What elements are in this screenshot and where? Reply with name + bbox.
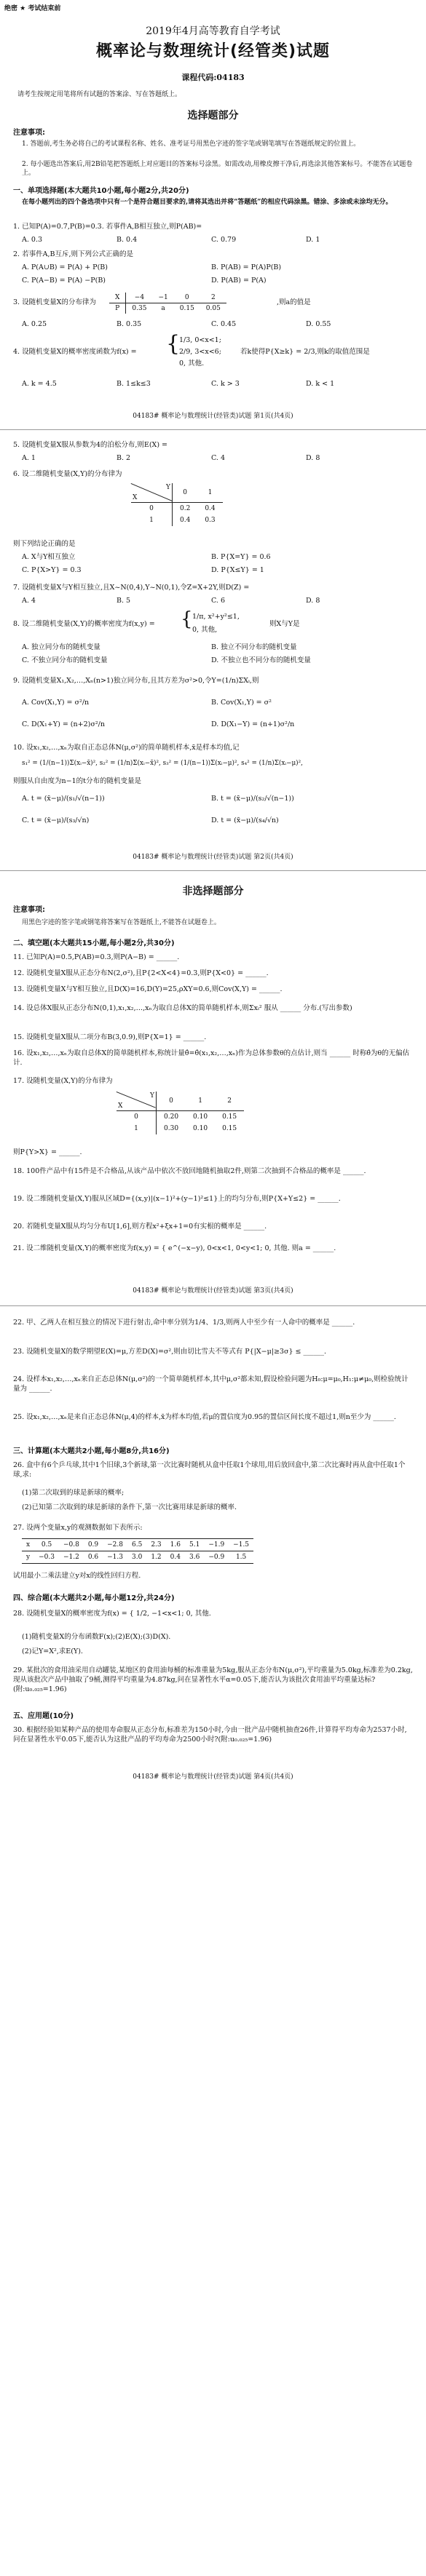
question-14: 14. 设总体X服从正态分布N(0,1),x₁,x₂,…,xₙ为取自总体X的简单随机样本,则Σxᵢ² 服从 ______ 分布.(写出参数)	[13, 1004, 352, 1012]
q17-cell: 0.15	[222, 1113, 237, 1121]
q1-option-d: D. 1	[306, 236, 320, 244]
question-2: 2. 若事件A,B互斥,则下列公式正确的是	[13, 250, 133, 258]
question-17: 17. 设随机变量(X,Y)的分布律为	[13, 1077, 113, 1085]
q27-cell: −1.9	[204, 1539, 229, 1551]
question-10: 10. 设x₁,x₂,…,xₙ为取自正态总体N(μ,σ²)的简单随机样本,x̄是样本均值,记	[13, 744, 240, 752]
q3-cell: P	[109, 303, 126, 314]
question-8: 8. 设二维随机变量(X,Y)的概率密度为f(x,y) =	[13, 620, 155, 628]
q9-option-b: B. Cov(X₁,Y) = σ²	[211, 699, 272, 707]
q27-cell: 3.6	[185, 1551, 204, 1564]
q17-col-header: 1	[186, 1092, 215, 1111]
section3-title: 三、计算题(本大题共2小题,每小题8分,共16分)	[13, 1447, 170, 1455]
q8-option-c: C. 不独立同分布的随机变量	[22, 656, 108, 664]
q3-cell: 0.15	[179, 305, 194, 313]
q17-cell: 0.30	[164, 1125, 179, 1133]
secret-label: 绝密 ★ 考试结束前	[4, 5, 61, 12]
q3-cell: −1	[152, 293, 173, 303]
q10-option-d: D. t = (x̄−μ)/(s₄/√n)	[211, 816, 279, 824]
q9-option-d: D. D(X₁−Y) = (n+1)σ²/n	[211, 720, 295, 728]
question-11: 11. 已知P(A)=0.5,P(AB)=0.3,则P(A−B) = ______.	[13, 953, 180, 961]
q8-brace: {	[181, 608, 193, 630]
q6-row-header: 1	[131, 514, 173, 526]
q27-cell: 0.4	[166, 1551, 185, 1564]
q6-option-a: A. X与Y相互独立	[22, 553, 76, 561]
q6-option-d: D. P{X≤Y} = 1	[211, 566, 264, 574]
question-4: 4. 设随机变量X的概率密度函数为f(x) =	[13, 348, 137, 356]
section5-title: 五、应用题(10分)	[13, 1712, 74, 1720]
q27-cell: 0.5	[34, 1539, 59, 1551]
q1-option-b: B. 0.4	[117, 236, 138, 244]
q4-option-d: D. k < 1	[306, 380, 335, 388]
q6-col-header: 1	[197, 483, 222, 503]
part1-note-2: 2. 每小题选出答案后,用2B铅笔把答题纸上对应题目的答案标号涂黑。如需改动,用橡皮擦干净后,再选涂其他答案标号。不能答在试题卷上。	[22, 161, 413, 178]
page-footer-2: 04183# 概率论与数理统计(经管类)试题 第2页(共4页)	[133, 854, 293, 861]
q17-col-header: 0	[157, 1092, 186, 1111]
page-divider	[0, 1305, 426, 1306]
q27-cell: −1.5	[229, 1539, 253, 1551]
exam-date: 2019年4月高等教育自学考试	[146, 25, 280, 37]
question-5: 5. 设随机变量X服从参数为4的泊松分布,则E(X) =	[13, 441, 168, 449]
question-29: 29. 某批次的食用油采用自动罐装,某地区的食用油每桶的标准重量为5kg,服从正态分布N(μ,σ²),平均重量为5.0kg,标准差为0.2kg,现从该批次产品中抽取了9桶,测得平均重量为4.87kg,问在显著性水平α=0.05下,能否认为该批次食用油平均重量达标?(附:u₀.₀₂₅=1.96)	[13, 1666, 413, 1693]
q6-after: 则下列结论正确的是	[13, 540, 76, 548]
q7-option-b: B. 5	[117, 597, 131, 605]
q9-option-c: C. D(X₁+Y) = (n+2)σ²/n	[22, 720, 105, 728]
q4-case-3: 0, 其他.	[179, 359, 205, 367]
q6-option-c: C. P{X>Y} = 0.3	[22, 566, 82, 574]
q6-cell: 0.2	[180, 505, 191, 512]
q28-part-2: (2)记Y=X²,求E(Y).	[22, 1647, 83, 1655]
question-13: 13. 设随机变量X与Y相互独立,且D(X)=16,D(Y)=25,ρXY=0.6,则Cov(X,Y) = ______.	[13, 985, 283, 993]
q7-option-a: A. 4	[22, 597, 36, 605]
q8-option-b: B. 独立不同分布的随机变量	[211, 643, 297, 651]
q5-option-d: D. 8	[306, 454, 320, 462]
q3-cell: X	[109, 293, 126, 303]
q1-option-a: A. 0.3	[22, 236, 43, 244]
q6-joint-table	[131, 483, 223, 526]
part1-heading: 选择题部分	[187, 110, 239, 122]
q27-cell: −0.3	[34, 1551, 59, 1564]
section1-desc: 在每小题列出的四个备选项中只有一个是符合题目要求的,请将其选出并将“答题纸”的相应代码涂黑。错涂、多涂或未涂均无分。	[22, 199, 393, 206]
section4-title: 四、综合题(本大题共2小题,每小题12分,共24分)	[13, 1594, 175, 1602]
q10-prompt: 则服从自由度为n−1的t分布的随机变量是	[13, 777, 141, 785]
q6-col-header: 0	[173, 483, 198, 503]
q27-cell: x	[22, 1539, 34, 1551]
q26-part-2: (2)已知第二次取到的球是新球的条件下,第一次比赛用球是新球的概率.	[22, 1503, 237, 1511]
page-footer-3: 04183# 概率论与数理统计(经管类)试题 第3页(共4页)	[133, 1287, 293, 1295]
q3-tail: ,则a的值是	[277, 298, 311, 306]
question-30: 30. 根据经验知某种产品的使用寿命服从正态分布,标准差为150小时,今由一批产品中随机抽查26件,计算得平均寿命为2537小时,问在显著性水平0.05下,能否认为这批产品的平均寿命为2500小时?(附:u₀.₀₂₅=1.96)	[13, 1726, 407, 1744]
q17-cell: 0.20	[164, 1113, 179, 1121]
q3-option-a: A. 0.25	[22, 320, 47, 328]
q4-case-1: 1/3, 0<x<1;	[179, 336, 221, 344]
q27-cell: 5.1	[185, 1539, 204, 1551]
q8-option-d: D. 不独立也不同分布的随机变量	[211, 656, 311, 664]
q27-cell: −0.8	[59, 1539, 84, 1551]
question-19: 19. 设二维随机变量(X,Y)服从区域D={(x,y)|(x−1)²+(y−1)²≤1}上的均匀分布,则P{X+Y≤2} = ______.	[13, 1195, 341, 1203]
q10-option-b: B. t = (x̄−μ)/(s₂/√(n−1))	[211, 795, 294, 803]
question-18: 18. 100件产品中有15件是不合格品,从该产品中依次不放回地随机抽取2件,则第二次抽到不合格品的概率是 ______.	[13, 1167, 366, 1175]
q3-option-d: D. 0.55	[306, 320, 331, 328]
question-15: 15. 设随机变量X服从二项分布B(3,0.9),则P{X=1} = ______.	[13, 1033, 207, 1041]
q3-cell: a	[161, 305, 165, 313]
part2-note: 用黑色字迹的签字笔或钢笔将答案写在答题纸上,不能答在试题卷上。	[22, 919, 221, 926]
q3-option-c: C. 0.45	[211, 320, 237, 328]
q2-option-c: C. P(A−B) = P(A) −P(B)	[22, 277, 106, 285]
question-1: 1. 已知P(A)=0.7,P(B)=0.3. 若事件A,B相互独立,则P(AB)=	[13, 223, 202, 231]
question-12: 12. 设随机变量X服从正态分布N(2,σ²),且P{2<X<4}=0.3,则P{X<0} = ______.	[13, 969, 269, 977]
q4-option-b: B. 1≤k≤3	[117, 380, 151, 388]
q27-cell: 0.6	[84, 1551, 103, 1564]
q3-cell: 0.35	[132, 305, 147, 313]
page-footer-4: 04183# 概率论与数理统计(经管类)试题 第4页(共4页)	[133, 1773, 293, 1781]
q10-option-c: C. t = (x̄−μ)/(s₃/√n)	[22, 816, 90, 824]
q27-cell: −2.8	[103, 1539, 127, 1551]
q17-x-label: X	[118, 1102, 123, 1110]
q2-option-b: B. P(AB) = P(A)P(B)	[211, 263, 282, 271]
q3-cell: 0	[174, 293, 200, 303]
q27-cell: 1.2	[146, 1551, 165, 1564]
q1-option-c: C. 0.79	[211, 236, 237, 244]
q3-cell: −4	[126, 293, 153, 303]
q17-row-header: 1	[117, 1123, 157, 1134]
q27-cell: −1.2	[59, 1551, 84, 1564]
answer-notice: 请考生按规定用笔将所有试题的答案涂、写在答题纸上。	[17, 91, 182, 98]
question-22: 22. 甲、乙两人在相互独立的情况下进行射击,命中率分别为1/4、1/3,则两人中至少有一人命中的概率是 ______.	[13, 1319, 355, 1327]
q6-cell: 0.3	[205, 517, 216, 525]
question-6: 6. 设二维随机变量(X,Y)的分布律为	[13, 470, 122, 478]
q5-option-a: A. 1	[22, 454, 36, 462]
q3-cell: 0.05	[205, 305, 221, 313]
q27-cell: 1.5	[229, 1551, 253, 1564]
q28-part-1: (1)随机变量X的分布函数F(x);(2)E(X);(3)D(X).	[22, 1633, 171, 1641]
q4-brace: {	[166, 331, 181, 357]
q8-case-1: 1/π, x²+y²≤1,	[192, 613, 240, 621]
question-26: 26. 盒中有6个乒乓球,其中1个旧球,3个新球,第一次比赛时随机从盒中任取1个球用,用后放回盒中,第二次比赛时再从盒中任取1个球,求:	[13, 1461, 406, 1479]
q3-distribution-table	[109, 293, 226, 314]
part1-notes-title: 注意事项:	[13, 129, 45, 137]
q4-option-c: C. k > 3	[211, 380, 240, 388]
q4-case-2: 2/9, 3<x<6;	[179, 348, 221, 356]
q6-option-b: B. P{X=Y} = 0.6	[211, 553, 271, 561]
q17-y-label: Y	[150, 1092, 154, 1100]
question-25: 25. 设x₁,x₂,…,xₙ是来自正态总体N(μ,4)的样本,x̄为样本均值,若μ的置信度为0.95的置信区间长度不超过1,则n至少为 ______.	[13, 1413, 396, 1421]
question-24: 24. 设样本x₁,x₂,…,xₙ来自正态总体N(μ,σ²)的一个简单随机样本,其中μ,σ²都未知,假设检验问题为H₀:μ=μ₀,H₁:μ≠μ₀,则检验统计量为 ______.	[13, 1375, 409, 1393]
q10-formula: s₁² = (1/(n−1))Σ(xᵢ−x̄)², s₂² = (1/n)Σ(xᵢ−x̄)², s₃² = (1/(n−1))Σ(xᵢ−μ)², s₄² = (1/n)Σ(xᵢ−μ)²,	[22, 760, 303, 767]
question-7: 7. 设随机变量X与Y相互独立,且X~N(0,4),Y~N(0,1),令Z=X+2Y,则D(Z) =	[13, 584, 250, 592]
q27-cell: 3.0	[127, 1551, 146, 1564]
question-3: 3. 设随机变量X的分布律为	[13, 298, 96, 306]
q27-cell: 1.6	[166, 1539, 185, 1551]
part2-heading: 非选择题部分	[182, 886, 244, 897]
section2-title: 二、填空题(本大题共15小题,每小题2分,共30分)	[13, 939, 175, 947]
q17-col-header: 2	[215, 1092, 244, 1111]
question-27: 27. 设两个变量x,y的观测数据如下表所示:	[13, 1524, 143, 1532]
q6-cell: 0.4	[205, 505, 216, 512]
question-20: 20. 若随机变量X服从均匀分布U[1,6],则方程x²+ξx+1=0有实根的概率是 ______.	[13, 1223, 267, 1231]
part2-notes-title: 注意事项:	[13, 906, 45, 914]
page-divider	[0, 870, 426, 871]
page-footer-1: 04183# 概率论与数理统计(经管类)试题 第1页(共4页)	[133, 413, 293, 420]
question-28: 28. 设随机变量X的概率密度为f(x) = { 1/2, −1<x<1; 0, 其他.	[13, 1610, 211, 1618]
q4-option-a: A. k = 4.5	[22, 380, 57, 388]
q6-row-header: 0	[131, 503, 173, 515]
q7-option-c: C. 6	[211, 597, 226, 605]
q6-y-label: Y	[166, 484, 170, 491]
q6-cell: 0.4	[180, 517, 191, 525]
q6-x-label: X	[133, 493, 138, 501]
q17-row-header: 0	[117, 1111, 157, 1124]
course-code: 课程代码:04183	[181, 73, 245, 82]
q27-cell: 2.3	[146, 1539, 165, 1551]
exam-title: 概率论与数理统计(经管类)试题	[95, 42, 331, 60]
q8-option-a: A. 独立同分布的随机变量	[22, 643, 100, 651]
q27-cell: 6.5	[127, 1539, 146, 1551]
q27-cell: y	[22, 1551, 34, 1564]
question-21: 21. 设二维随机变量(X,Y)的概率密度为f(x,y) = { e^(−x−y), 0<x<1, 0<y<1; 0, 其他. 则a = ______.	[13, 1244, 336, 1252]
q27-cell: −1.3	[103, 1551, 127, 1564]
q2-option-d: D. P(AB) = P(A)	[211, 277, 267, 285]
q27-cell: −0.9	[204, 1551, 229, 1564]
part1-note-1: 1. 答题前,考生务必将自己的考试课程名称、姓名、准考证号用黑色字迹的签字笔或钢笔填写在答题纸规定的位置上。	[22, 140, 360, 148]
question-16: 16. 设x₁,x₂,…,xₙ为取自总体X的简单随机样本,称统计量θ̂=θ̂(x₁,x₂,…,xₙ)作为总体参数θ的点估计,则当 ______ 时称θ̂为θ的无偏估计.	[13, 1049, 410, 1067]
q5-option-c: C. 4	[211, 454, 226, 462]
q3-option-b: B. 0.35	[117, 320, 142, 328]
q17-cell: 0.15	[222, 1125, 237, 1133]
q27-data-table	[22, 1538, 253, 1564]
q7-option-d: D. 8	[306, 597, 320, 605]
q17-cell: 0.10	[193, 1125, 208, 1133]
q2-option-a: A. P(A∪B) = P(A) + P(B)	[22, 263, 108, 271]
question-23: 23. 设随机变量X的数学期望E(X)=μ,方差D(X)=σ²,则由切比雪夫不等式有 P{|X−μ|≥3σ} ≤ ______.	[13, 1348, 327, 1356]
q8-case-2: 0, 其他,	[192, 626, 218, 634]
q5-option-b: B. 2	[117, 454, 131, 462]
q17-joint-table	[117, 1092, 244, 1134]
q26-part-1: (1)第二次取到的球是新球的概率;	[22, 1489, 125, 1497]
q27-cell: 0.9	[84, 1539, 103, 1551]
q8-tail: 则X与Y是	[269, 620, 300, 628]
q3-cell: 2	[200, 293, 226, 303]
q17-cell: 0.10	[193, 1113, 208, 1121]
q9-option-a: A. Cov(X₁,Y) = σ²/n	[22, 699, 90, 707]
section1-title: 一、单项选择题(本大题共10小题,每小题2分,共20分)	[13, 187, 189, 195]
q17-after: 则P{Y>X} = ______.	[13, 1148, 82, 1156]
question-9: 9. 设随机变量X₁,X₂,…,Xₙ(n>1)独立同分布,且其方差为σ²>0,令Y=(1/n)ΣXᵢ,则	[13, 677, 259, 685]
q10-option-a: A. t = (x̄−μ)/(s₁/√(n−1))	[22, 795, 105, 803]
q4-tail: 若k使得P{X≥k} = 2/3,则k的取值范围是	[240, 348, 370, 356]
page-divider	[0, 429, 426, 430]
q27-after: 试用最小二乘法建立y对x的线性回归方程.	[13, 1572, 141, 1580]
